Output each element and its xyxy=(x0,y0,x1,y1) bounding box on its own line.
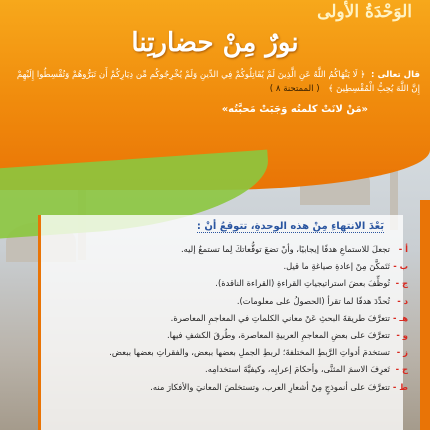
quran-intro: قال تعالى : xyxy=(371,70,420,80)
item-text: تتعرَّفَ على بعضِ المعاجمِ العربيةِ المعاصرة، وطُرقَ الكشفِ فيها. xyxy=(166,330,390,341)
item-text: تستخدمَ أدواتِ الرَّبطِ المختلفةَ؛ لربطِ الجملِ بعضها ببعض، والفقراتِ بعضها ببعض. xyxy=(109,347,390,358)
list-item xyxy=(44,258,408,275)
item-text: تُوظِّفَ بعضَ استراتيجياتِ القراءةِ (القراءة الناقدة). xyxy=(215,278,390,289)
item-text: تتعرَّفَ على أنموذجٍ مِنْ أشعارِ العرب، وتستخلصَ المعانيَ والأفكارَ منه. xyxy=(150,381,390,392)
item-letter: ط - xyxy=(392,381,408,392)
item-text: تتعرَّفَ طريقةَ البحثِ عَنْ معاني الكلماتِ في المعاجمِ المعاصرة. xyxy=(170,312,390,323)
item-text: تَعرِفَ الاسمَ المثنَّى، وأحكامَ إعرابِه، وكيفيَّةَ استخدامِه. xyxy=(205,364,390,375)
quran-reference: ( الممتحنة ٨ ) xyxy=(269,84,320,94)
list-item xyxy=(44,241,408,258)
list-item xyxy=(44,275,408,292)
item-letter: د - xyxy=(397,295,408,306)
list-item xyxy=(44,344,408,361)
item-letter: ج - xyxy=(395,278,408,289)
item-text: تجعلَ للاستماعِ هدفًا إيجابيًا، وأنْ تضعَ توقُّعاتكَ لِما تستمعُ إليه. xyxy=(180,244,390,254)
quran-verse xyxy=(6,68,420,96)
objectives-list xyxy=(44,241,408,396)
item-letter: أ - xyxy=(398,244,408,254)
unit-label: الوَحْدَةُ الأولى xyxy=(317,2,412,22)
item-letter: هـ - xyxy=(392,312,408,323)
list-item xyxy=(44,310,408,327)
list-item xyxy=(44,327,408,344)
item-letter: ب - xyxy=(393,261,408,272)
item-letter: ح - xyxy=(395,364,408,375)
quran-text: ﴿ لَا يَنْهَاكُمُ اللَّهُ عَنِ الَّذِينَ لَمْ يُقَاتِلُوكُمْ فِي الدِّينِ وَلَمْ يُخْرِجُوكُم مِّن دِيَارِكُمْ أَن تَبَرُّوهُمْ وَتُقْسِطُوا إِلَيْهِمْ إِنَّ اللَّهَ يُحِبُّ الْمُقْسِطِينَ ﴾ xyxy=(16,70,420,94)
item-letter: ز - xyxy=(396,347,408,358)
objectives-heading: بَعْدَ الانتهاءِ مِنْ هذه الوحدةِ، تتوقعُ أنْ : xyxy=(196,221,384,232)
list-item xyxy=(44,379,408,396)
item-text: تُحدِّدَ هدفًا لما تقرأ (الحصولُ على معلومات). xyxy=(236,295,390,306)
item-text: تَتَمكَّنَ مِنْ إعادةِ صياغةِ ما قيل. xyxy=(283,261,390,272)
list-item xyxy=(44,293,408,310)
item-letter: و - xyxy=(396,330,408,341)
hadith-quote: «مَنْ لانَتْ كلمتُه وَجَبَتْ مَحبَّتُه» xyxy=(221,104,368,115)
page-title: نورٌ مِنْ حضارتِنا xyxy=(131,28,299,58)
list-item xyxy=(44,361,408,378)
decorative-pillar xyxy=(420,200,430,430)
